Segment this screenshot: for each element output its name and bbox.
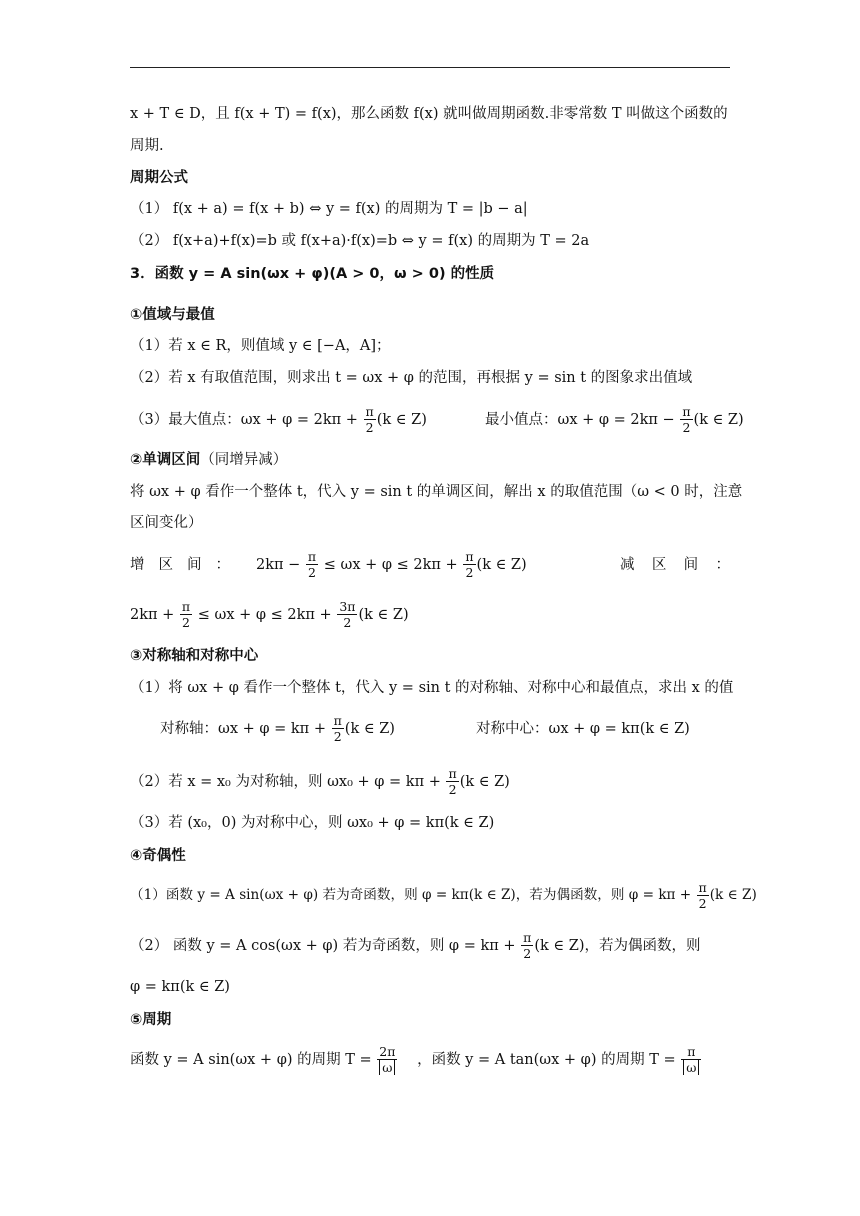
parity-line-3: φ = kπ(k ∈ Z)	[130, 979, 230, 995]
fraction-pi-over-2: $\frac{\pi}{2}$	[682, 404, 691, 435]
fraction-pi-over-abs-omega: $\frac{\pi}{\omega}$	[681, 1045, 701, 1075]
symmetry-line-3: （3）若 (x₀，0) 为对称中心，则 ωx₀ + φ = kπ(k ∈ Z)	[130, 815, 495, 831]
fraction-pi-over-2: $\frac{\pi}{2}$	[448, 766, 457, 797]
parity-line-2: （2） 函数 y = A cos(ωx + φ) 若为奇函数，则 φ = kπ + $\frac{\pi}{2}$ (k ∈ Z)，若为偶函数，则	[130, 930, 701, 961]
symmetry-axis-center-line	[130, 712, 730, 746]
period-formula-2: （2） f(x+a)+f(x)=b 或 f(x+a)·f(x)=b ⇔ y = f(x) 的周期为 T = 2a	[130, 233, 590, 249]
min-point-text: 最小值点：ωx + φ = 2kπ −	[485, 412, 680, 428]
fraction-pi-over-2: $\frac{\pi}{2}$	[698, 879, 707, 911]
heading-monotonic-note: （同增异减）	[200, 452, 288, 468]
max-point-text: （3）最大值点：ωx + φ = 2kπ +	[130, 412, 363, 428]
range-line-1: （1）若 x ∈ R，则值域 y ∈ [−A，A]；	[130, 338, 391, 354]
period-line: 函数 y = A sin(ωx + φ) 的周期 T = $\frac{2\pi}{\omega}$ ，函数 y = A tan(ωx + φ) 的周期 T = $\frac{\pi}{\omega}$	[130, 1040, 730, 1080]
fraction-pi-over-2: $\frac{\pi}{2}$	[465, 549, 474, 580]
heading-range: ①值域与最值	[130, 307, 215, 323]
heading-symmetry: ③对称轴和对称中心	[130, 648, 259, 664]
min-point-block: 最小值点：ωx + φ = 2kπ − $\frac{\pi}{2}$ (k ∈ Z)	[485, 404, 744, 435]
symmetry-center: 对称中心：ωx + φ = kπ(k ∈ Z)	[476, 721, 690, 737]
fraction-pi-over-2: $\frac{\pi}{2}$	[523, 930, 532, 961]
fraction-pi-over-2: $\frac{\pi}{2}$	[307, 549, 317, 580]
header-rule	[130, 67, 730, 68]
heading-period-formula: 周期公式	[130, 170, 188, 186]
monotonic-line-2: 区间变化）	[130, 515, 203, 531]
fraction-3pi-over-2: $\frac{3\pi}{2}$	[339, 599, 356, 630]
symmetry-line-1: （1）将 ωx + φ 看作一个整体 t，代入 y = sin t 的对称轴、对称中心和最值点，求出 x 的值	[130, 680, 734, 696]
range-line-2: （2）若 x 有取值范围，则求出 t = ωx + φ 的范围，再根据 y = sin t 的图象求出值域	[130, 370, 693, 386]
heading-period: ⑤周期	[130, 1012, 172, 1028]
period-formula-1: （1） f(x + a) = f(x + b) ⇔ y = f(x) 的周期为 T = |b − a|	[130, 201, 528, 217]
fraction-pi-over-2: $\frac{\pi}{2}$	[181, 599, 191, 630]
heading-monotonic: ②单调区间	[130, 452, 201, 468]
range-line-3: （3）最大值点：ωx + φ = 2kπ + $\frac{\pi}{2}$ (k ∈ Z) 最小值点：ωx + φ = 2kπ − $\frac{\pi}{2}$ (k ∈ Z)	[130, 404, 744, 435]
fraction-pi-over-2: $\frac{\pi}{2}$	[365, 404, 374, 435]
heading-parity: ④奇偶性	[130, 848, 186, 864]
definition-line-2: 周期.	[130, 138, 164, 154]
fraction-2pi-over-abs-omega: $\frac{2\pi}{\omega}$	[377, 1045, 397, 1075]
parity-line-1: （1）函数 y = A sin(ωx + φ) 若为奇函数，则 φ = kπ(k ∈ Z)，若为偶函数，则 φ = kπ + $\frac{\pi}{2}$ (k ∈ Z)	[130, 879, 757, 911]
increasing-formula: 2kπ − $\frac{\pi}{2}$ ≤ ωx + φ ≤ 2kπ + $\frac{\pi}{2}$ (k ∈ Z)	[256, 549, 527, 580]
decreasing-interval-line: 2kπ + $\frac{\pi}{2}$ ≤ ωx + φ ≤ 2kπ + $\frac{3\pi}{2}$ (k ∈ Z)	[130, 599, 409, 630]
monotonic-line-1: 将 ωx + φ 看作一个整体 t，代入 y = sin t 的单调区间，解出 x 的取值范围（ω < 0 时，注意	[130, 484, 743, 500]
fraction-pi-over-2: $\frac{\pi}{2}$	[333, 713, 342, 744]
heading-monotonic-line	[130, 450, 730, 470]
increasing-label: 增 区 间 ：	[130, 557, 230, 573]
symmetry-line-2: （2）若 x = x₀ 为对称轴，则 ωx₀ + φ = kπ + $\frac{\pi}{2}$ (k ∈ Z)	[130, 766, 510, 797]
symmetry-axis: 对称轴：ωx + φ = kπ + $\frac{\pi}{2}$ (k ∈ Z)	[160, 713, 395, 744]
definition-line-1: x + T ∈ D，且 f(x + T) = f(x)，那么函数 f(x) 就叫做周期函数.非零常数 T 叫做这个函数的	[130, 106, 728, 122]
decreasing-label: 减 区 间 ：	[620, 557, 730, 573]
heading-section-3: 3．函数 y = A sin(ωx + φ)(A > 0，ω > 0) 的性质	[130, 266, 495, 282]
increasing-interval-line	[130, 548, 730, 582]
